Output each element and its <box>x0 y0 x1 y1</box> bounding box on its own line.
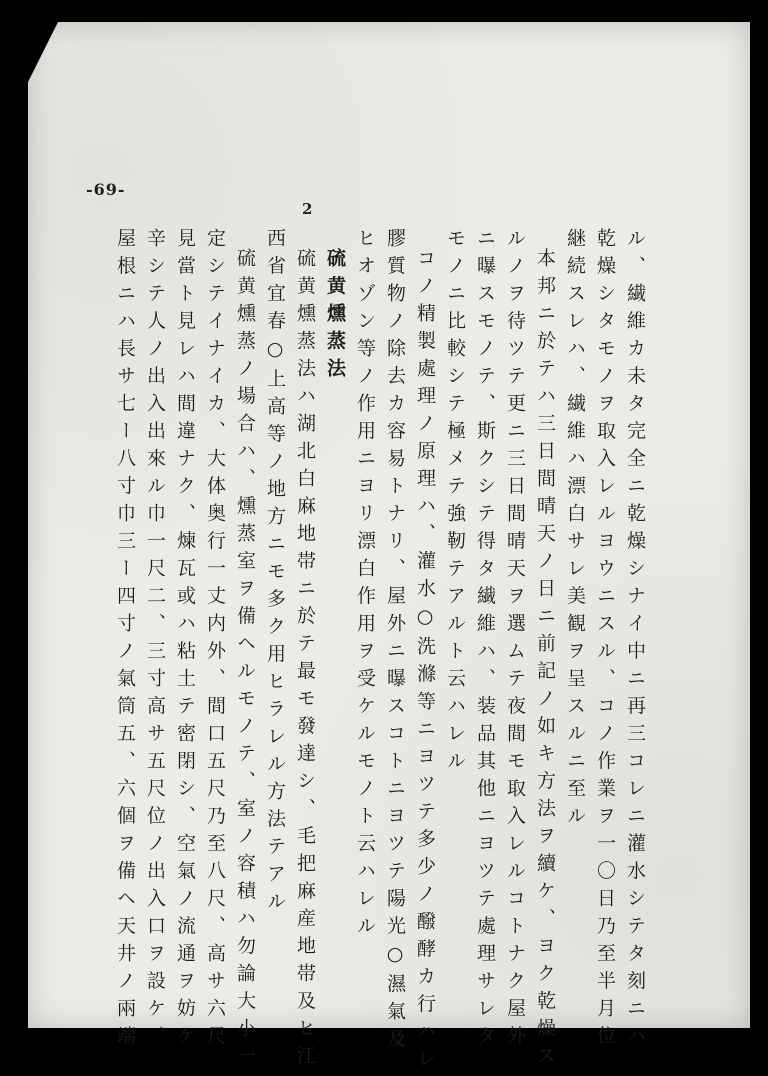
text-column-7: モノニ比較シテ極メテ強靭テアルト云ハレル <box>444 228 466 778</box>
text-column-10: ヒオゾン等ノ作用ニヨリ漂白作用ヲ受ケルモノト云ハレル <box>354 228 376 943</box>
text-column-13: 西省宜春○上高等ノ地方ニモ多ク用ヒラレル方法テアル <box>264 228 286 919</box>
page-corner-fold <box>28 22 58 82</box>
text-column-14: 硫黄燻蒸ノ場合ハ、燻蒸室ヲ備ヘルモノテ、室ノ容積ハ勿論大小一 <box>234 248 256 1073</box>
text-column-3: 継続スレハ、繊維ハ漂白サレ美観ヲ呈スルニ至ル <box>564 228 586 833</box>
page-number: -69- <box>86 180 126 199</box>
text-column-8: コノ精製處理ノ原理ハ、灌水○洗滌等ニヨツテ多少ノ醱酵カ行ハレ <box>414 248 436 1076</box>
text-column-17: 辛シテ人ノ出入出來ル巾一尺二、三寸高サ五尺位ノ出入口ヲ設ケ、 <box>144 228 166 1053</box>
text-column-5: ルノヲ待ツテ更ニ三日間晴天ヲ選ムテ夜間モ取入レルコトナク屋外 <box>504 228 526 1053</box>
text-column-16: 見當ト見レハ間違ナク、煉瓦或ハ粘土テ密閉シ、空氣ノ流通ヲ妨ケ <box>174 228 196 1053</box>
section-heading-sulfur-fumigation: 硫黄燻蒸法 <box>324 248 346 386</box>
vertical-text-body <box>110 228 650 1076</box>
text-column-9: 膠質物ノ除去カ容易トナリ、屋外ニ曝スコトニヨツテ陽光○濕氣及 <box>384 228 406 1056</box>
text-column-1: ル、繊維カ未タ完全ニ乾燥シナイ中ニ再三コレニ灌水シテタ刻ニハ <box>624 228 646 1053</box>
text-column-4: 本邦ニ於テハ三日間晴天ノ日ニ前記ノ如キ方法ヲ續ケ、ヨク乾燥ス <box>534 248 556 1073</box>
text-column-12: 硫黄燻蒸法ハ湖北白麻地帯ニ於テ最モ發達シ、毛把麻産地帯及ヒ江 <box>294 248 316 1073</box>
text-column-18: 屋根ニハ長サ七ー八寸巾三ー四寸ノ氣筒五、六個ヲ備ヘ天井ノ兩端 <box>114 228 136 1053</box>
text-column-2: 乾燥シタモノヲ取入レルヨウニスル、コノ作業ヲ一〇日乃至半月位 <box>594 228 616 1053</box>
section-number: 2 <box>302 200 313 218</box>
text-column-15: 定シテイナイカ、大体奥行一丈内外、間口五尺乃至八尺、高サ六尺 <box>204 228 226 1053</box>
text-column-6: ニ曝スモノテ、斯クシテ得タ繊維ハ、装品其他ニヨツテ處理サレタ <box>474 228 496 1053</box>
